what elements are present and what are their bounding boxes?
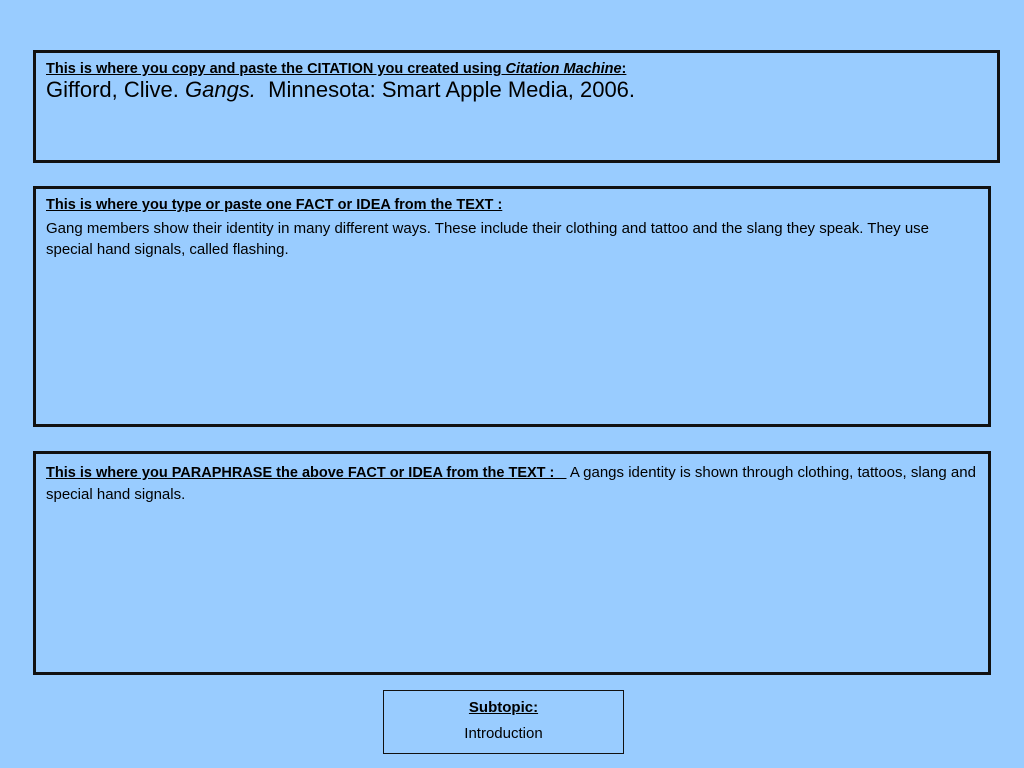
citation-heading-italic: Citation Machine — [505, 61, 622, 77]
citation-title: Gangs. — [184, 77, 256, 102]
subtopic-value[interactable]: Introduction — [464, 725, 543, 742]
citation-rest: Minnesota: Smart Apple Media, 2006. — [255, 77, 636, 102]
fact-box — [33, 186, 991, 427]
citation-heading — [46, 61, 987, 77]
citation-text[interactable] — [46, 77, 987, 103]
paraphrase-heading: This is where you PARAPHRASE the above FACT or IDEA from the TEXT : — [46, 465, 567, 481]
fact-text[interactable]: Gang members show their identity in many different ways. These include their clothing and tattoo and the slang they speak. They use special hand signals, called flashing. — [46, 220, 930, 258]
fact-heading: This is where you type or paste one FACT or IDEA from the TEXT : — [46, 197, 503, 213]
citation-heading-suffix: : — [621, 61, 627, 77]
citation-author: Gifford, Clive. — [46, 77, 185, 102]
paraphrase-text: A gangs identity is shown through clothing, tattoos, slang and special hand signals. — [46, 464, 976, 503]
subtopic-label: Subtopic: — [468, 699, 539, 716]
paraphrase-box — [33, 451, 991, 675]
subtopic-box — [383, 690, 624, 754]
citation-box — [33, 50, 1000, 163]
paraphrase-block[interactable] — [46, 462, 978, 505]
citation-heading-prefix: This is where you copy and paste the CITATION you created using — [46, 61, 506, 77]
